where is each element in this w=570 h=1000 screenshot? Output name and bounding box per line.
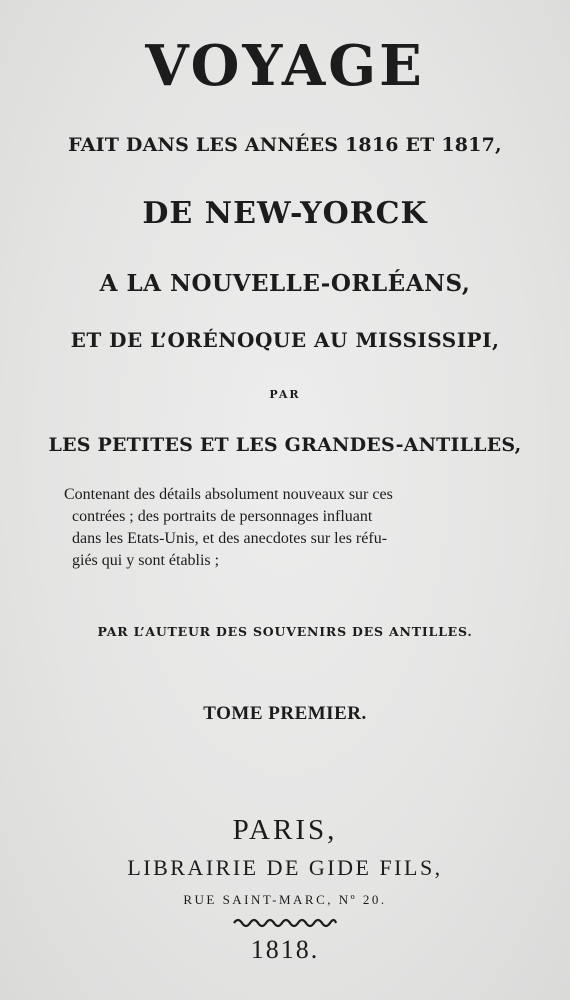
description-paragraph [64, 484, 534, 572]
publisher-line: LIBRAIRIE DE GIDE FILS, [127, 855, 443, 880]
description-line: giés qui y sont établis ; [72, 552, 220, 569]
volume-line: TOME PREMIER. [203, 703, 367, 724]
description-line: dans les Etats-Unis, et des anecdotes sur les réfu- [72, 530, 388, 547]
description-line: contrées ; des portraits de personnages influant [72, 508, 373, 525]
year-line: 1818. [250, 935, 320, 964]
description-line: Contenant des détails absolument nouveaux sur ces [64, 486, 393, 503]
destination-line: A LA NOUVELLE-ORLÉANS, [99, 270, 471, 297]
route-line: ET DE L’ORÉNOQUE AU MISSISSIPI, [70, 328, 500, 352]
author-line: PAR L’AUTEUR DES SOUVENIRS DES ANTILLES. [97, 624, 473, 639]
address-line: RUE SAINT-MARC, Nº 20. [183, 892, 387, 907]
book-title: VOYAGE [145, 33, 425, 99]
city-line: PARIS, [232, 814, 338, 846]
origin-line: DE NEW-YORCK [142, 196, 428, 231]
via-line: LES PETITES ET LES GRANDES-ANTILLES, [48, 434, 522, 456]
wavy-rule-ornament [232, 916, 338, 930]
by-word: PAR [269, 388, 301, 401]
book-subtitle: FAIT DANS LES ANNÉES 1816 ET 1817, [68, 134, 502, 156]
